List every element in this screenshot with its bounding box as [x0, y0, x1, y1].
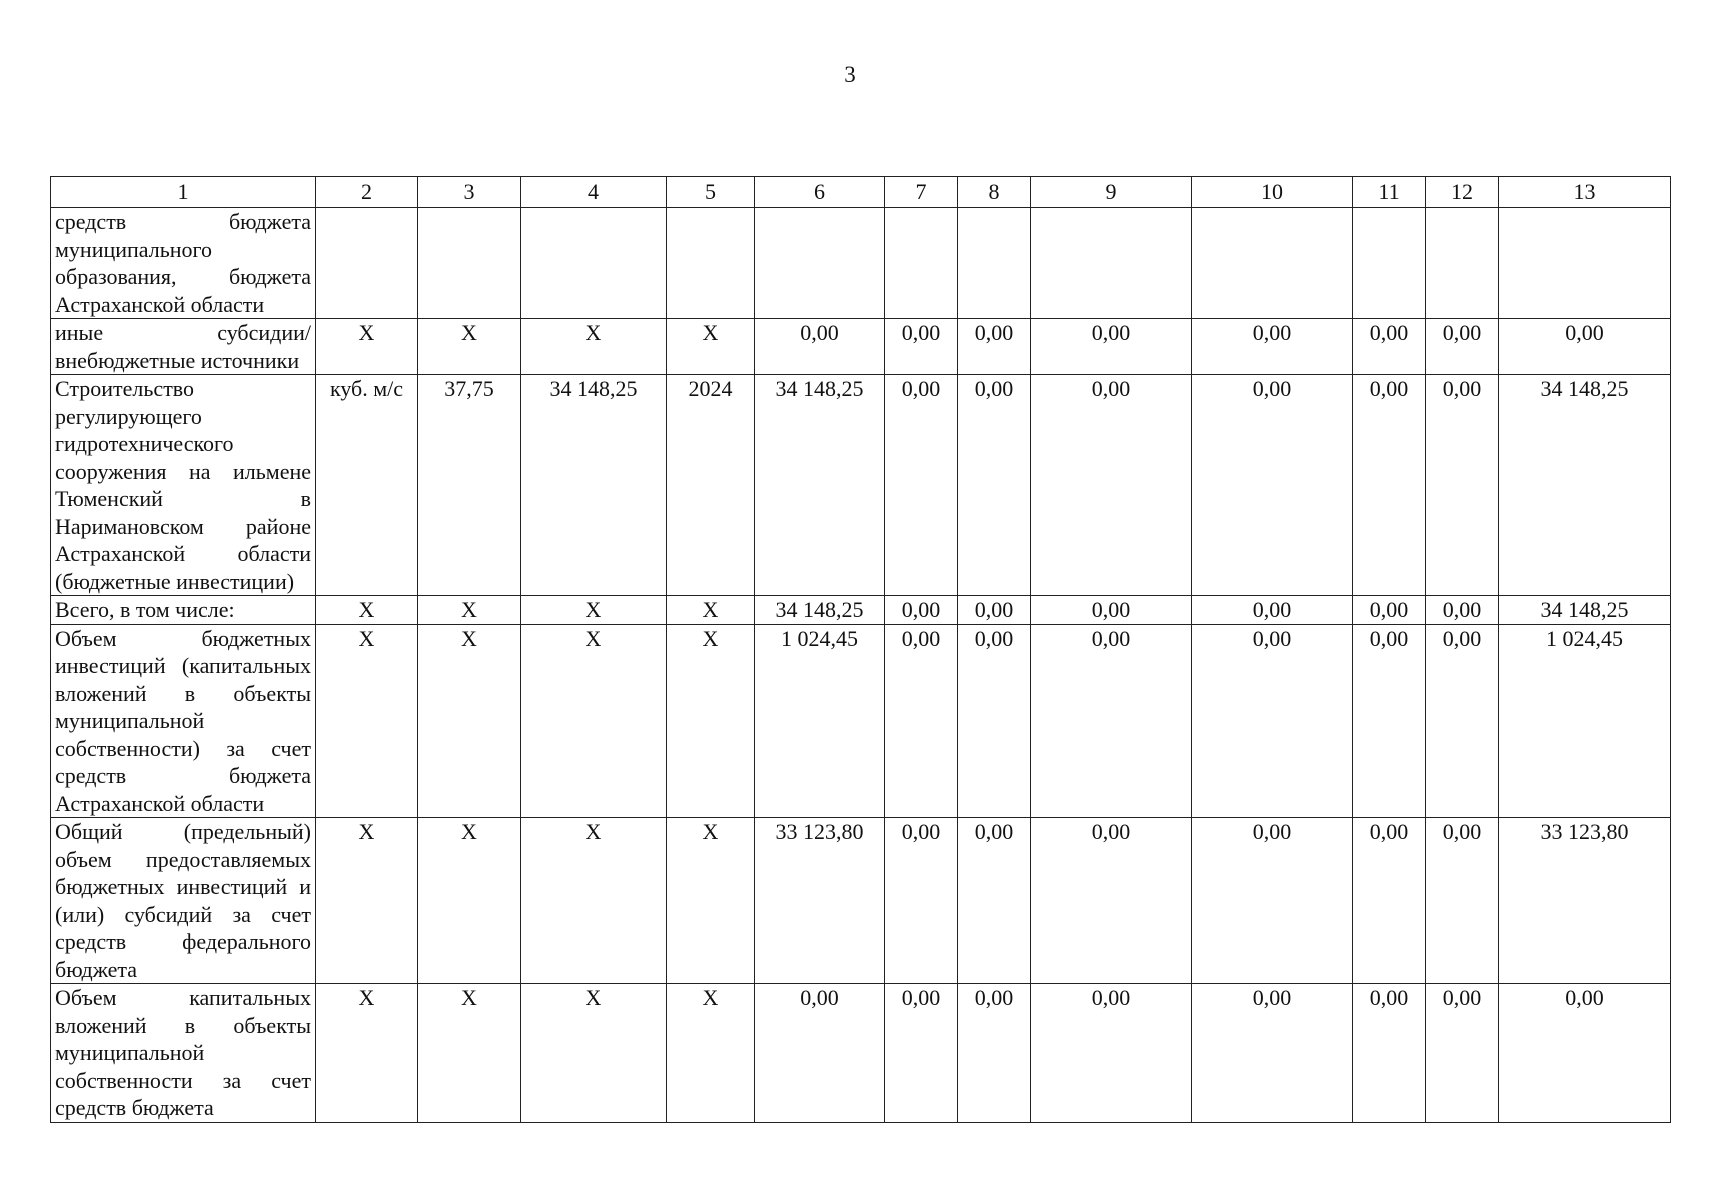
- table-cell: 2024: [667, 375, 755, 596]
- table-cell: 34 148,25: [521, 375, 667, 596]
- table-row: [51, 375, 1671, 596]
- table-cell: 0,00: [958, 375, 1031, 596]
- table-cell: [1353, 208, 1426, 319]
- table-cell: 34 148,25: [755, 375, 885, 596]
- table-row: [51, 319, 1671, 375]
- table-row: [51, 984, 1671, 1123]
- table-cell: Х: [667, 984, 755, 1123]
- table-cell: [1031, 208, 1192, 319]
- table-cell: [885, 208, 958, 319]
- table-cell: Х: [521, 319, 667, 375]
- table-cell: Х: [316, 984, 418, 1123]
- column-header: 12: [1426, 177, 1499, 208]
- table-row: [51, 624, 1671, 818]
- table-cell: Х: [521, 596, 667, 625]
- table-cell: 0,00: [1031, 319, 1192, 375]
- table-cell: 0,00: [885, 818, 958, 984]
- header-row: [51, 177, 1671, 208]
- table-cell: Х: [667, 319, 755, 375]
- table-cell: 0,00: [958, 818, 1031, 984]
- table-cell: 0,00: [1192, 984, 1353, 1123]
- table-cell: Х: [667, 624, 755, 818]
- table-row: [51, 818, 1671, 984]
- table-cell: 0,00: [1426, 984, 1499, 1123]
- table-cell: [1499, 208, 1671, 319]
- table-cell: 0,00: [755, 984, 885, 1123]
- table-cell: 0,00: [1031, 818, 1192, 984]
- table-cell: Х: [316, 818, 418, 984]
- table-cell: 34 148,25: [1499, 375, 1671, 596]
- table-cell: Х: [521, 818, 667, 984]
- table-cell: 0,00: [1031, 624, 1192, 818]
- table-cell: 0,00: [1426, 818, 1499, 984]
- table-cell: 0,00: [1031, 375, 1192, 596]
- table-cell: 0,00: [958, 624, 1031, 818]
- table-cell: 34 148,25: [755, 596, 885, 625]
- row-name: Общий (предельный) объем предоставляемых бюджетных инвестиций и (или) субсидий за счет средств федерального бюджета: [51, 818, 316, 984]
- table-cell: 0,00: [1426, 624, 1499, 818]
- table-cell: куб. м/с: [316, 375, 418, 596]
- column-header: 5: [667, 177, 755, 208]
- table-cell: 0,00: [1353, 818, 1426, 984]
- column-header: 11: [1353, 177, 1426, 208]
- table-cell: 0,00: [1353, 984, 1426, 1123]
- table-cell: 0,00: [1192, 624, 1353, 818]
- row-name: Строительство регулирующего гидротехнического сооружения на ильмене Тюменский в Наримановском районе Астраханской области (бюджетные инвестиции): [51, 375, 316, 596]
- table-cell: 0,00: [1499, 984, 1671, 1123]
- table-cell: 0,00: [1426, 319, 1499, 375]
- column-header: 10: [1192, 177, 1353, 208]
- table-cell: [755, 208, 885, 319]
- table-cell: 34 148,25: [1499, 596, 1671, 625]
- table-cell: 33 123,80: [1499, 818, 1671, 984]
- table-cell: 37,75: [418, 375, 521, 596]
- table-cell: 0,00: [1426, 375, 1499, 596]
- column-header: 2: [316, 177, 418, 208]
- table-cell: [958, 208, 1031, 319]
- table-cell: 0,00: [1353, 624, 1426, 818]
- table-cell: 0,00: [958, 984, 1031, 1123]
- table-cell: 0,00: [885, 984, 958, 1123]
- table-cell: Х: [316, 596, 418, 625]
- table-cell: Х: [667, 818, 755, 984]
- table-cell: 0,00: [1031, 596, 1192, 625]
- table-cell: 0,00: [885, 319, 958, 375]
- column-header: 4: [521, 177, 667, 208]
- column-header: 13: [1499, 177, 1671, 208]
- row-name: Объем капитальных вложений в объекты муниципальной собственности за счет средств бюджета: [51, 984, 316, 1123]
- table-cell: 0,00: [1192, 818, 1353, 984]
- row-name: средств бюджета муниципального образования, бюджета Астраханской области: [51, 208, 316, 319]
- table-cell: 0,00: [885, 375, 958, 596]
- table-cell: 0,00: [1192, 319, 1353, 375]
- table-cell: 0,00: [885, 596, 958, 625]
- column-header: 6: [755, 177, 885, 208]
- table-cell: 0,00: [1353, 319, 1426, 375]
- table-cell: [418, 208, 521, 319]
- table-cell: 0,00: [1353, 596, 1426, 625]
- table-cell: Х: [521, 984, 667, 1123]
- table-cell: Х: [418, 319, 521, 375]
- table-row: [51, 596, 1671, 625]
- table-cell: 0,00: [1499, 319, 1671, 375]
- row-name: иные субсидии/ внебюджетные источники: [51, 319, 316, 375]
- table-cell: 0,00: [755, 319, 885, 375]
- table-cell: [316, 208, 418, 319]
- table-cell: 0,00: [1192, 375, 1353, 596]
- table-cell: 0,00: [958, 319, 1031, 375]
- table-cell: Х: [316, 319, 418, 375]
- table-cell: Х: [667, 596, 755, 625]
- table-cell: 0,00: [1031, 984, 1192, 1123]
- table-cell: 0,00: [1192, 596, 1353, 625]
- table-cell: 1 024,45: [1499, 624, 1671, 818]
- table-cell: Х: [418, 624, 521, 818]
- table-cell: Х: [418, 818, 521, 984]
- table-cell: [521, 208, 667, 319]
- table-cell: Х: [316, 624, 418, 818]
- table-row: [51, 208, 1671, 319]
- table-cell: [667, 208, 755, 319]
- table-cell: [1426, 208, 1499, 319]
- table-cell: 1 024,45: [755, 624, 885, 818]
- column-header: 8: [958, 177, 1031, 208]
- table-cell: [1192, 208, 1353, 319]
- column-header: 1: [51, 177, 316, 208]
- table-cell: 0,00: [885, 624, 958, 818]
- column-header: 3: [418, 177, 521, 208]
- table-cell: 0,00: [1426, 596, 1499, 625]
- table-cell: Х: [418, 984, 521, 1123]
- table-cell: 33 123,80: [755, 818, 885, 984]
- table-cell: 0,00: [958, 596, 1031, 625]
- column-header: 9: [1031, 177, 1192, 208]
- table-cell: Х: [418, 596, 521, 625]
- table-cell: 0,00: [1353, 375, 1426, 596]
- budget-table: [50, 176, 1671, 1123]
- page-number: 3: [844, 62, 856, 87]
- row-name: Объем бюджетных инвестиций (капитальных вложений в объекты муниципальной собственности) за счет средств бюджета Астраханской области: [51, 624, 316, 818]
- table-cell: Х: [521, 624, 667, 818]
- row-name: Всего, в том числе:: [51, 596, 316, 625]
- column-header: 7: [885, 177, 958, 208]
